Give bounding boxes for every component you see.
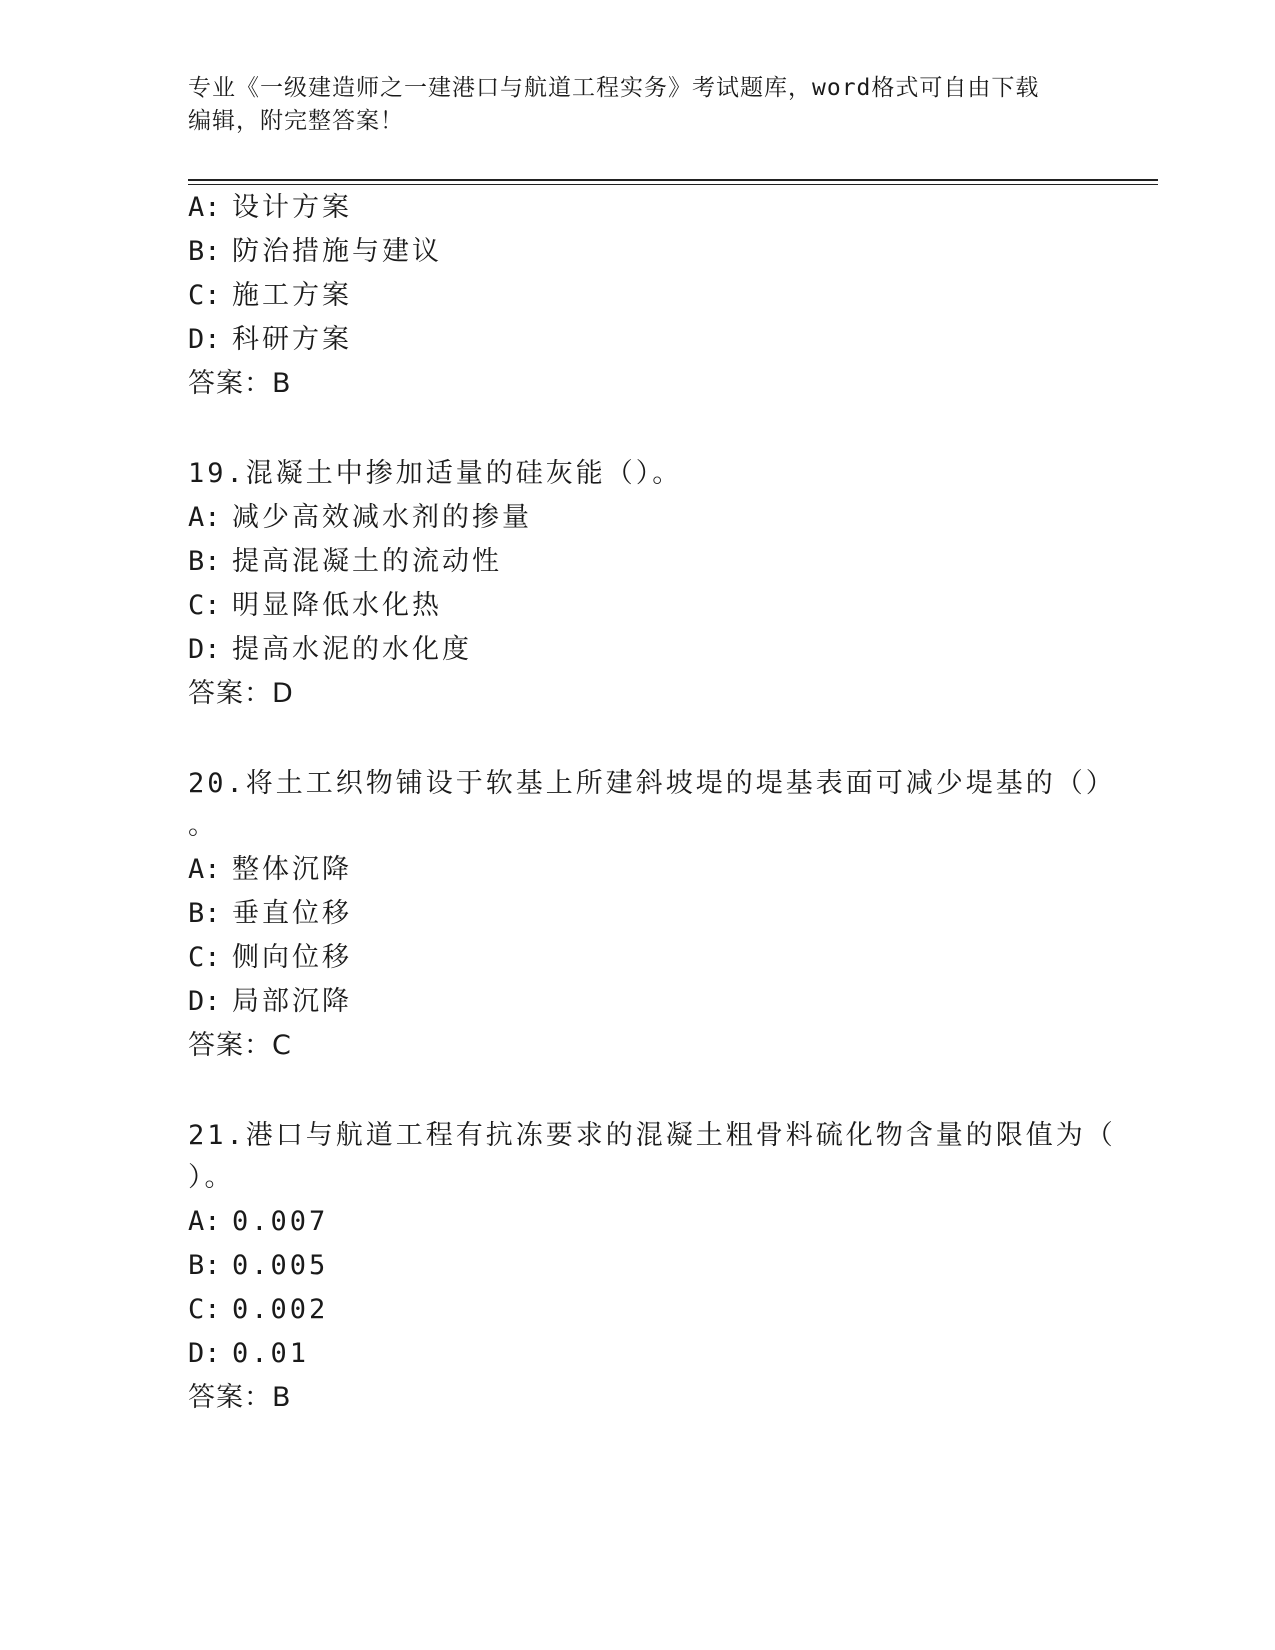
option-letter: A:: [188, 1206, 221, 1237]
q19-option-a: [188, 500, 532, 536]
option-text: 0.007: [232, 1206, 329, 1237]
header-rule-thin: [188, 184, 1158, 185]
q18-option-a: [188, 190, 352, 226]
option-text: 0.01: [232, 1338, 310, 1369]
option-text: 减少高效减水剂的掺量: [232, 502, 532, 533]
header-line-2: 编辑，附完整答案！: [188, 108, 404, 134]
option-text: 侧向位移: [232, 942, 352, 973]
q21-stem-line-2: ）。: [188, 1162, 235, 1193]
q19-option-d: [188, 632, 472, 668]
option-letter: A:: [188, 502, 221, 533]
option-text: 科研方案: [232, 324, 352, 355]
option-letter: A:: [188, 854, 221, 885]
q19-option-b: [188, 544, 502, 580]
q20-answer: 答案：C: [188, 1030, 292, 1061]
header-line-1: 专业《一级建造师之一建港口与航道工程实务》考试题库，word格式可自由下载: [188, 75, 1040, 101]
q20-option-c: [188, 940, 352, 976]
option-text: 明显降低水化热: [232, 590, 442, 621]
option-letter: D:: [188, 1338, 221, 1369]
q21-option-a: [188, 1204, 328, 1240]
option-text: 垂直位移: [232, 898, 352, 929]
option-letter: B:: [188, 546, 221, 577]
header-rule-thick: [188, 179, 1158, 181]
q21-option-d: [188, 1336, 309, 1372]
q21-stem-line-1: 21.港口与航道工程有抗冻要求的混凝土粗骨料硫化物含量的限值为（: [188, 1120, 1116, 1151]
option-letter: C:: [188, 942, 221, 973]
q18-option-b: [188, 234, 442, 270]
q20-option-d: [188, 984, 352, 1020]
q19-option-c: [188, 588, 442, 624]
option-letter: D:: [188, 634, 221, 665]
option-letter: B:: [188, 1250, 221, 1281]
option-text: 0.005: [232, 1250, 329, 1281]
q18-option-c: [188, 278, 352, 314]
q20-option-a: [188, 852, 352, 888]
option-text: 0.002: [232, 1294, 329, 1325]
q18-option-d: [188, 322, 352, 358]
document-header: [188, 72, 1068, 138]
option-text: 局部沉降: [232, 986, 352, 1017]
option-letter: B:: [188, 898, 221, 929]
q19-stem: 19.混凝土中掺加适量的硅灰能（）。: [188, 458, 683, 489]
option-letter: C:: [188, 590, 221, 621]
option-text: 设计方案: [232, 192, 352, 223]
option-letter: C:: [188, 1294, 221, 1325]
option-text: 提高混凝土的流动性: [232, 546, 502, 577]
option-text: 提高水泥的水化度: [232, 634, 472, 665]
option-letter: D:: [188, 986, 221, 1017]
q21-option-b: [188, 1248, 328, 1284]
option-letter: C:: [188, 280, 221, 311]
option-letter: B:: [188, 236, 221, 267]
q20-option-b: [188, 896, 352, 932]
q20-stem-line-1: 20.将土工织物铺设于软基上所建斜坡堤的堤基表面可减少堤基的（）: [188, 768, 1116, 799]
q20-stem-line-2: 。: [188, 810, 218, 841]
q21-option-c: [188, 1292, 328, 1328]
option-text: 施工方案: [232, 280, 352, 311]
option-text: 整体沉降: [232, 854, 352, 885]
q18-answer: 答案：B: [188, 368, 292, 399]
option-text: 防治措施与建议: [232, 236, 442, 267]
option-letter: D:: [188, 324, 221, 355]
q19-answer: 答案：D: [188, 678, 294, 709]
option-letter: A:: [188, 192, 221, 223]
q21-answer: 答案：B: [188, 1382, 292, 1413]
